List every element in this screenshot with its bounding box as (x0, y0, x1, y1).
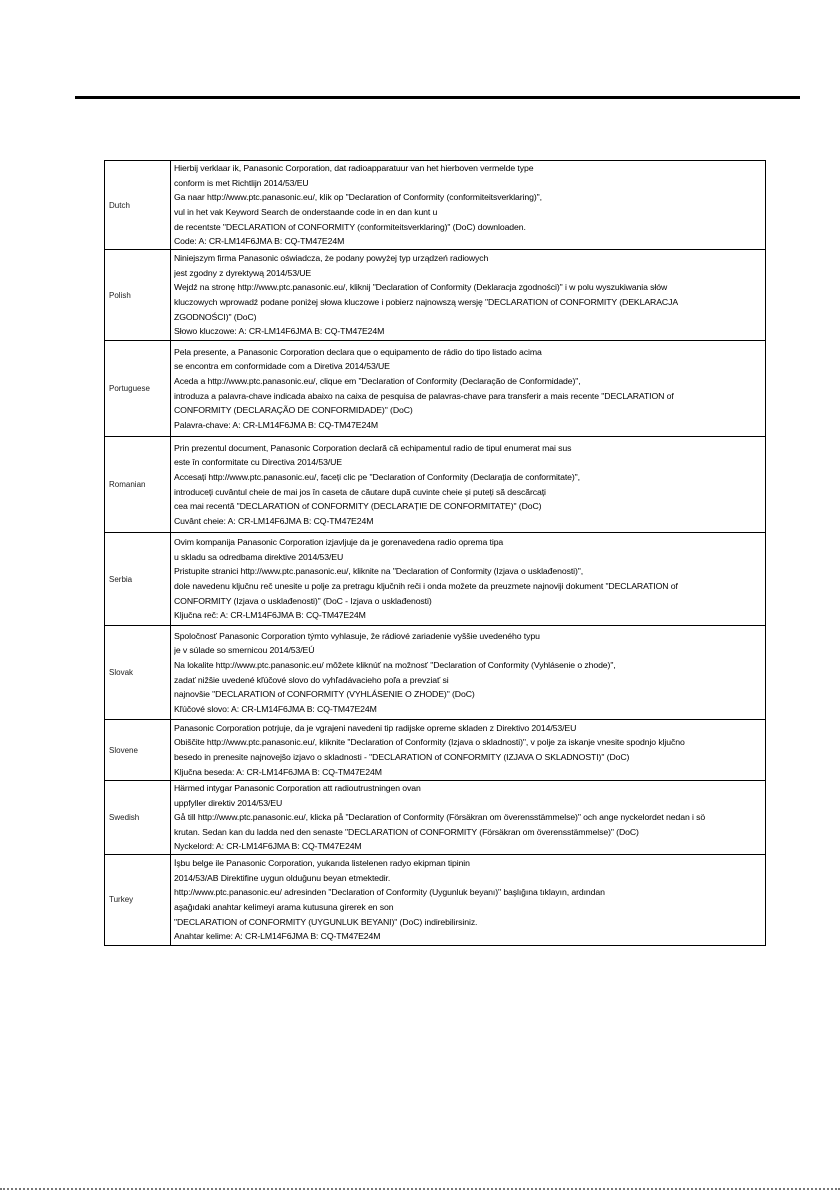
declaration-line: de recentste "DECLARATION of CONFORMITY (conformiteitsverklaring)" (DoC) downloaden. (174, 221, 526, 232)
declaration-line: je v súlade so smernicou 2014/53/EÚ (174, 645, 315, 656)
declaration-text (171, 250, 766, 341)
declaration-line: Gå till http://www.ptc.panasonic.eu/, klicka på "Declaration of Conformity (Försäkran om överensstämmelse)" och ange nyckelordet nedan i sö (174, 812, 706, 823)
declaration-line: Palavra-chave: A: CR-LM14F6JMA B: CQ-TM47E24M (174, 419, 379, 430)
language-row (105, 437, 766, 533)
declaration-line: Aceda a http://www.ptc.panasonic.eu/, clique em "Declaration of Conformity (Declaração de Conformidade)", (174, 375, 581, 386)
declaration-text (171, 161, 766, 250)
declaration-line: najnovšie "DECLARATION of CONFORMITY (VYHLÁSENIE O ZHODE)" (DoC) (174, 689, 475, 700)
declaration-table-body (105, 161, 766, 946)
declaration-line: ZGODNOŚCI)" (DoC) (174, 311, 257, 322)
declaration-line: uppfyller direktiv 2014/53/EU (174, 797, 283, 808)
language-name: Dutch (105, 161, 171, 250)
declaration-line: Spoločnosť Panasonic Corporation týmto vyhlasuje, že rádiové zariadenie vyššie uvedeného typu (174, 630, 540, 641)
declaration-line: CONFORMITY (Izjava o usklađenosti)" (DoC - Izjava o usklađenosti) (174, 595, 432, 606)
language-name: Romanian (105, 437, 171, 533)
language-row (105, 341, 766, 437)
declaration-text (171, 720, 766, 781)
declaration-line: dole navedenu ključnu reč unesite u polje za pretragu ključnih reči i onda možete da preuzmete najnoviji dokument "DECLARATION of (174, 581, 678, 591)
declaration-line: conform is met Richtlijn 2014/53/EU (174, 177, 309, 188)
declaration-line: besedo in prenesite najnovejšo izjavo o skladnosti - "DECLARATION of CONFORMITY (IZJAVA O SKLADNOSTI)" (DoC) (174, 752, 630, 762)
declaration-line: Pristupite stranici http://www.ptc.panasonic.eu/, kliknite na "Declaration of Conformity (Izjava o usklađenosti)", (174, 566, 584, 577)
declaration-line: Ovim kompanija Panasonic Corporation izjavljuje da je gorenavedena radio oprema tipa (174, 537, 504, 548)
declaration-text (171, 781, 766, 855)
declaration-line: Ključna reč: A: CR-LM14F6JMA B: CQ-TM47E24M (174, 610, 366, 621)
declaration-line: este în conformitate cu Directiva 2014/53/UE (174, 457, 342, 468)
language-row (105, 781, 766, 855)
declaration-line: Niniejszym firma Panasonic oświadcza, że podany powyżej typ urządzeń radiowych (174, 253, 489, 264)
declaration-line: Accesați http://www.ptc.panasonic.eu/, faceți clic pe "Declaration of Conformity (Declarația de conformitate)", (174, 471, 580, 482)
declaration-text (171, 854, 766, 945)
declaration-line: vul in het vak Keyword Search de onderstaande code in en dan kunt u (174, 207, 438, 217)
declaration-text (171, 437, 766, 533)
declaration-line: Anahtar kelime: A: CR-LM14F6JMA B: CQ-TM47E24M (174, 931, 381, 942)
declaration-line: Code: A: CR-LM14F6JMA B: CQ-TM47E24M (174, 236, 345, 247)
page-bottom-edge (0, 1188, 840, 1192)
declaration-line: u skladu sa odredbama direktive 2014/53/EU (174, 551, 344, 562)
language-row (105, 161, 766, 250)
language-row (105, 626, 766, 720)
declaration-line: introduceți cuvântul cheie de mai jos în caseta de căutare după cuvinte cheie și puteți să descărcați (174, 486, 546, 497)
declaration-line: jest zgodny z dyrektywą 2014/53/UE (174, 267, 312, 278)
declaration-table (104, 160, 766, 946)
declaration-line: İşbu belge ile Panasonic Corporation, yukarıda listelenen radyo ekipman tipinin (174, 858, 470, 869)
declaration-text (171, 341, 766, 437)
language-name: Slovak (105, 626, 171, 720)
declaration-line: Kľúčové slovo: A: CR-LM14F6JMA B: CQ-TM47E24M (174, 703, 377, 714)
declaration-line: 2014/53/AB Direktifine uygun olduğunu beyan etmektedir. (174, 872, 391, 883)
declaration-line: Wejdź na stronę http://www.ptc.panasonic.eu/, kliknij "Declaration of Conformity (Deklaracja zgodności)" i w polu wyszukiwania słów (174, 282, 668, 293)
declaration-line: Prin prezentul document, Panasonic Corporation declară că echipamentul radio de tipul enumerat mai sus (174, 442, 572, 453)
declaration-line: Słowo kluczowe: A: CR-LM14F6JMA B: CQ-TM47E24M (174, 326, 385, 337)
declaration-line: kluczowych wprowadź podane poniżej słowa kluczowe i pobierz najnowszą wersję "DECLARATION of CONFORMITY (DEKLARACJA (174, 297, 679, 307)
declaration-line: aşağıdaki anahtar kelimeyi arama kutusuna girerek en son (174, 901, 394, 912)
declaration-line: Panasonic Corporation potrjuje, da je vgrajeni navedeni tip radijske opreme skladen z Direktivo 2014/53/EU (174, 722, 577, 733)
declaration-line: CONFORMITY (DECLARAÇÃO DE CONFORMIDADE)" (DoC) (174, 405, 413, 416)
declaration-line: Ga naar http://www.ptc.panasonic.eu/, klik op "Declaration of Conformity (conformiteitsverklaring)", (174, 192, 542, 203)
language-name: Turkey (105, 854, 171, 945)
declaration-line: Härmed intygar Panasonic Corporation att radioutrustningen ovan (174, 783, 421, 793)
declaration-line: zadať nižšie uvedené kľúčové slovo do vyhľadávacieho poľa a prevziať si (174, 674, 449, 685)
language-name: Swedish (105, 781, 171, 855)
language-row (105, 720, 766, 781)
declaration-line: Hierbij verklaar ik, Panasonic Corporation, dat radioapparatuur van het hierboven vermelde type (174, 163, 534, 174)
declaration-line: Ključna beseda: A: CR-LM14F6JMA B: CQ-TM47E24M (174, 766, 382, 777)
language-row (105, 533, 766, 626)
declaration-line: Na lokalite http://www.ptc.panasonic.eu/ môžete kliknúť na možnosť "Declaration of Conformity (Vyhlásenie o zhode)", (174, 659, 616, 670)
declaration-line: Pela presente, a Panasonic Corporation declara que o equipamento de rádio do tipo listado acima (174, 346, 542, 357)
language-name: Slovene (105, 720, 171, 781)
language-row (105, 250, 766, 341)
declaration-line: Obiščite http://www.ptc.panasonic.eu/, kliknite "Declaration of Conformity (Izjava o skladnosti)", v polje za iskanje vnesite spodnjo ključno (174, 737, 685, 748)
declaration-line: krutan. Sedan kan du ladda ned den senaste "DECLARATION of CONFORMITY (Försäkran om överensstämmelse)" (DoC) (174, 826, 639, 837)
declaration-text (171, 626, 766, 720)
declaration-line: Nyckelord: A: CR-LM14F6JMA B: CQ-TM47E24M (174, 841, 362, 852)
language-name: Portuguese (105, 341, 171, 437)
declaration-line: cea mai recentă "DECLARATION of CONFORMITY (DECLARAȚIE DE CONFORMITATE)" (DoC) (174, 501, 542, 512)
declaration-line: introduza a palavra-chave indicada abaixo na caixa de pesquisa de palavras-chave para transferir a mais recente "DECLARATION of (174, 390, 674, 401)
declaration-line: http://www.ptc.panasonic.eu/ adresinden "Declaration of Conformity (Uygunluk beyanı)" başlığına tıklayın, ardından (174, 887, 605, 898)
language-name: Polish (105, 250, 171, 341)
declaration-line: "DECLARATION of CONFORMITY (UYGUNLUK BEYANI)" (DoC) indirebilirsiniz. (174, 916, 478, 927)
language-row (105, 854, 766, 945)
declaration-line: se encontra em conformidade com a Diretiva 2014/53/UE (174, 361, 390, 372)
declaration-line: Cuvânt cheie: A: CR-LM14F6JMA B: CQ-TM47E24M (174, 515, 374, 526)
language-name: Serbia (105, 533, 171, 626)
declaration-text (171, 533, 766, 626)
header-rule (75, 96, 800, 99)
